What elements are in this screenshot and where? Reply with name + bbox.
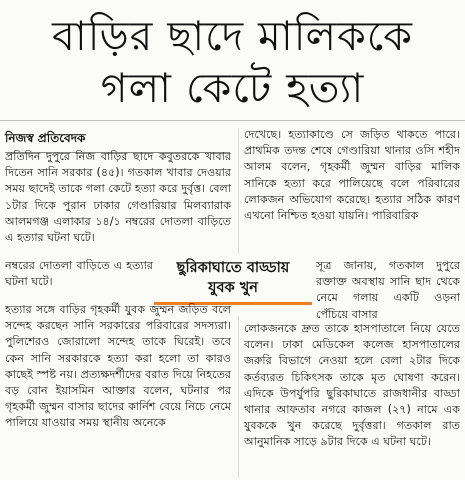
article-paragraph: প্রতিদিন দুপুরে নিজ বাড়ির ছাদে কবুতরকে খাবার দিতেন সানি সরকার (৪৫)। গতকাল খাবার দেওয়ার সময় ছাদেই তাকে গলা কেটে হত্যা করে দুর্বৃত্ত। বেলা ১টার দিকে পুরান ঢাকার গেণ্ডারিয়ার মিলব্যারাক আলমগঞ্জ এলাকার ১৪/১ নম্বরের দোতলা বাড়িতে এ হত্যার ঘটনা ঘটে।: [5, 150, 231, 245]
headline-line-2: গলা কেটে হত্যা: [100, 64, 365, 112]
article-column-1-gap: [5, 258, 153, 302]
article-column-1-bottom: [5, 302, 231, 478]
headline: [0, 2, 465, 121]
article-paragraph: নম্বরের দোতলা বাড়িতে এ হত্যার ঘটনা ঘটে।: [5, 259, 153, 289]
article-column-2-mid: [316, 258, 460, 322]
article-paragraph: হত্যার সঙ্গে বাড়ির গৃহকর্মী যুবক জুম্মন জড়িত বলে সন্দেহ করছেন সানি সরকারের পরিবারের সদস্যরা। পুলিশেরও জোরালো সন্দেহ তাকে ঘিরেই। তবে কেন সানি সরকারকে হত্যা করা হলো তা কারও কাছেই স্পষ্ট নয়। প্রত্যক্ষদর্শীদের বরাত দিয়ে নিহতের বড় বোন ইয়াসমিন আক্তার বলেন, ঘটনার পর গৃহকর্মী জুম্মন বাসার ছাদের কার্নিশ বেয়ে নিচে নেমে পালিয়ে যাওয়ার সময় স্থানীয় অনেকে: [5, 303, 231, 430]
subhead-line-1: ছুরিকাঘাতে বাড্ডায়: [176, 260, 290, 276]
subhead-line-2: যুবক খুন: [208, 280, 258, 296]
byline: নিজস্ব প্রতিবেদক: [5, 130, 230, 153]
article-paragraph: লোকজনকে দ্রুত তাকে হাসপাতালে নিয়ে যেতে বলেন। ঢাকা মেডিকেল কলেজ হাসপাতালের জরুরি বিভাগে নেওয়া হলে বেলা ২টার দিকে কর্তব্যরত চিকিৎসক তাকে মৃত ঘোষণা করেন। এদিকে উপর্যুপরি ছুরিকাঘাতে রাজধানীর বাড্ডা থানার আফতাব নগরে কাজল (২৭) নামে এক যুবককে খুন করেছে দুর্বৃত্তরা। গতকাল রাত আনুমানিক সাড়ে ৯টার দিকে এ ঘটনা ঘটে।: [244, 322, 460, 449]
article-column-2-top: [244, 127, 460, 257]
subhead: [154, 258, 312, 298]
article-paragraph: দেখেছে। হত্যাকাণ্ডে সে জড়িত থাকতে পারে। প্রাথমিক তদন্ত শেষে গেণ্ডারিয়া থানার ওসি শহীদ আলম বলেন, গৃহকর্মী জুম্মন বাড়ির মালিক সানিকে হত্যা করে পালিয়েছে বলে পরিবারের লোকজন অভিযোগ করেছে। হত্যার সঠিক কারণ এখনো নিশ্চিত হওয়া যায়নি। পারিবারিক: [244, 128, 460, 223]
article-column-2-bottom: [244, 321, 460, 479]
article-paragraph: সূত্র জানায়, গতকাল দুপুরে রক্তাক্ত অবস্থায় সানি ছাদ থেকে নেমে গলায় একটি ওড়না পেঁচিয়ে বাসার: [316, 259, 460, 321]
headline-line-1: বাড়ির ছাদে মালিককে: [52, 12, 413, 60]
